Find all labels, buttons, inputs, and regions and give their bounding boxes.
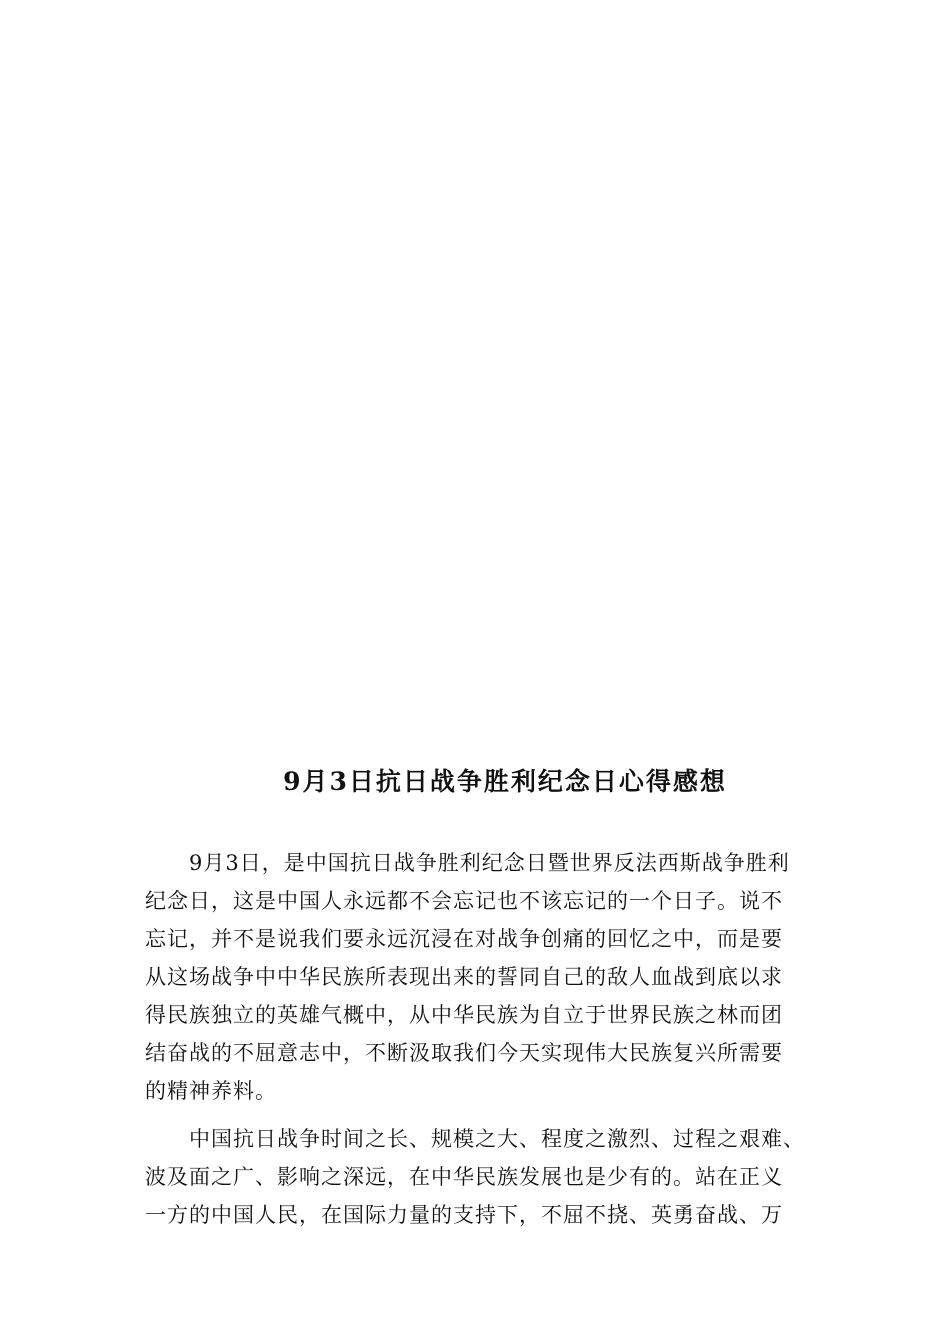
- paragraph-1-line-4: 从这场战争中中华民族所表现出来的誓同自己的敌人血战到底以求: [145, 965, 783, 989]
- paragraph-1-line-7: 的精神养料。: [145, 1079, 277, 1103]
- paragraph-2-line-2: 波及面之广、影响之深远，在中华民族发展也是少有的。站在正义: [145, 1165, 783, 1189]
- paragraph-2-line-3: 一方的中国人民，在国际力量的支持下，不屈不挠、英勇奋战、万: [145, 1203, 783, 1227]
- paragraph-1-line-2: 纪念日，这是中国人永远都不会忘记也不该忘记的一个日子。说不: [145, 889, 783, 913]
- document-title: 9月3日抗日战争胜利纪念日心得感想: [283, 767, 727, 796]
- paragraph-1-line-3: 忘记，并不是说我们要永远沉浸在对战争创痛的回忆之中，而是要: [145, 927, 783, 951]
- paragraph-2-line-1: 中国抗日战争时间之长、规模之大、程度之激烈、过程之艰难、: [189, 1127, 805, 1151]
- paragraph-1-line-1: 9月3日，是中国抗日战争胜利纪念日暨世界反法西斯战争胜利: [189, 851, 790, 875]
- paragraph-1-line-5: 得民族独立的英雄气概中，从中华民族为自立于世界民族之林而团: [145, 1003, 783, 1027]
- paragraph-1-line-6: 结奋战的不屈意志中，不断汲取我们今天实现伟大民族复兴所需要: [145, 1041, 783, 1065]
